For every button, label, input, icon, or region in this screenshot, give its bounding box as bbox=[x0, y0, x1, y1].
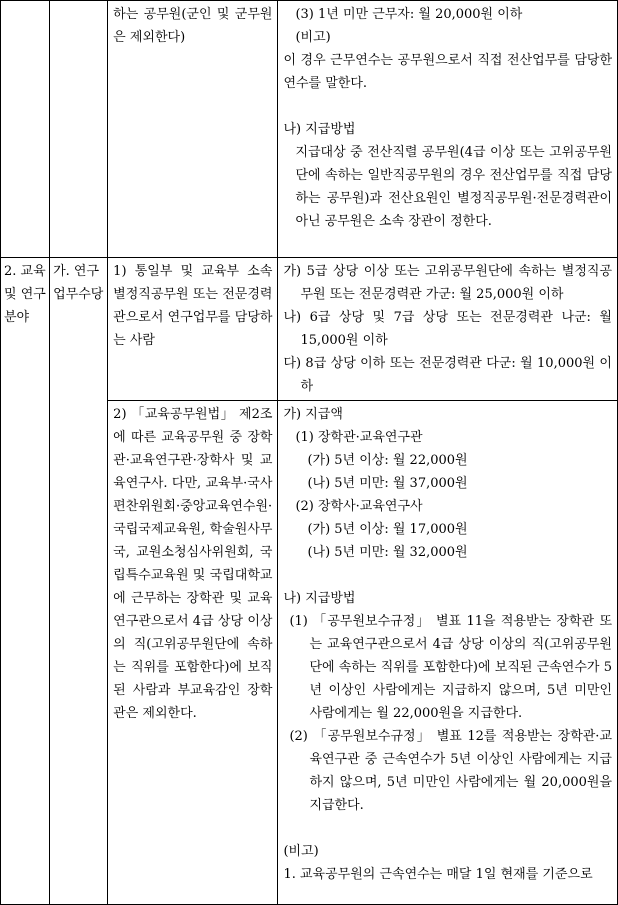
row3-p2: (2) 장학사·교육연구사 bbox=[295, 499, 423, 514]
subcategory-cell bbox=[50, 258, 108, 905]
row3-note-label: (비고) bbox=[283, 844, 319, 859]
row3-method-2: (2) 「공무원보수규정」 별표 12를 적용받는 장학관·교육연구관 중 근속연수가 5년 이상인 사람에게는 지급하지 않으며, 5년 미만인 사람에게는 월 20,000원을 지급한다. bbox=[289, 729, 617, 813]
row1-col3-cell bbox=[108, 1, 278, 258]
row2-amount-cell bbox=[278, 258, 618, 401]
row3-p2a: (가) 5년 이상: 월 17,000원 bbox=[307, 522, 468, 537]
row3-p1b: (나) 5년 미만: 월 37,000원 bbox=[307, 476, 468, 491]
row2-item-b: 나) 6급 상당 및 7급 상당 또는 전문경력관 나군: 월 15,000원 이하 bbox=[283, 310, 617, 348]
row1-target-text: 하는 공무원(군인 및 군무원은 제외한다) bbox=[113, 7, 273, 45]
table-row bbox=[1, 258, 618, 401]
row3-target-text: 2) 「교육공무원법」 제2조에 따른 교육공무원 중 장학관·교육연구관·장학사 및 교육연구사. 다만, 교육부·국사편찬위원회·중앙교육연수원·국립국제교육원, 학술원사무국, 교원소청심사위원회, 국립특수교육원 및 국립대학교에 근무하는 장학관 및 교육연구관으로서 4급 상당 이상의 직(고위공무원단에 속하는 직위를 포함한다)에 보직된 사람과 부교육감인 장학관은 제외한다. bbox=[113, 407, 273, 721]
row3-target-cell bbox=[108, 401, 278, 905]
row2-target-cell bbox=[108, 258, 278, 401]
row1-method-text: 지급대상 중 전산직렬 공무원(4급 이상 또는 고위공무원단에 속하는 일반직공무원의 경우 전산업무를 직접 담당하는 공무원)과 전산요원인 별정직공무원·전문경력관이 아닌 공무원은 소속 장관이 정한다. bbox=[295, 145, 617, 229]
row1-method-heading: 나) 지급방법 bbox=[283, 122, 356, 137]
row3-amount-cell bbox=[278, 401, 618, 905]
row3-amount-heading: 가) 지급액 bbox=[283, 407, 343, 422]
row1-note-text: 이 경우 근무연수는 공무원으로서 직접 전산업무를 담당한 연수를 말한다. bbox=[283, 53, 617, 91]
row2-item-c: 다) 8급 상당 이하 또는 전문경력관 다군: 월 10,000원 이하 bbox=[283, 356, 612, 394]
row1-col1-cell bbox=[1, 1, 50, 258]
row3-method-heading: 나) 지급방법 bbox=[283, 591, 356, 606]
table-row bbox=[1, 1, 618, 258]
category-cell bbox=[1, 258, 50, 905]
row3-method-1: (1) 「공무원보수규정」 별표 11을 적용받는 장학관 또는 교육연구관으로서 4급 상당 이상의 직(고위공무원단에 속하는 직위를 포함한다)에 보직된 근속연수가 5년 이상인 사람에게는 지급하지 않으며, 5년 미만인 사람에게는 월 22,000원을 지급한다. bbox=[289, 614, 617, 721]
row3-note-1: 1. 교육공무원의 근속연수는 매달 1일 현재를 기준으로 bbox=[283, 867, 593, 882]
row1-item3: (3) 1년 미만 근무자: 월 20,000원 이하 bbox=[295, 7, 523, 22]
row3-p1: (1) 장학관·교육연구관 bbox=[295, 430, 423, 445]
row3-p1a: (가) 5년 이상: 월 22,000원 bbox=[307, 453, 468, 468]
row3-p2b: (나) 5년 미만: 월 32,000원 bbox=[307, 545, 468, 560]
category-text: 2. 교육 및 연구 분야 bbox=[4, 264, 46, 325]
row2-item-a: 가) 5급 상당 이상 또는 고위공무원단에 속하는 별정직공무원 또는 전문경력관 가군: 월 25,000원 이하 bbox=[283, 264, 612, 302]
row1-col4-cell bbox=[278, 1, 618, 258]
row1-note-label: (비고) bbox=[295, 30, 331, 45]
subcategory-text: 가. 연구업무수당 bbox=[53, 264, 104, 302]
row1-col2-cell bbox=[50, 1, 108, 258]
row2-target-text: 1) 통일부 및 교육부 소속 별정직공무원 또는 전문경력관으로서 연구업무를 담당하는 사람 bbox=[113, 264, 273, 348]
